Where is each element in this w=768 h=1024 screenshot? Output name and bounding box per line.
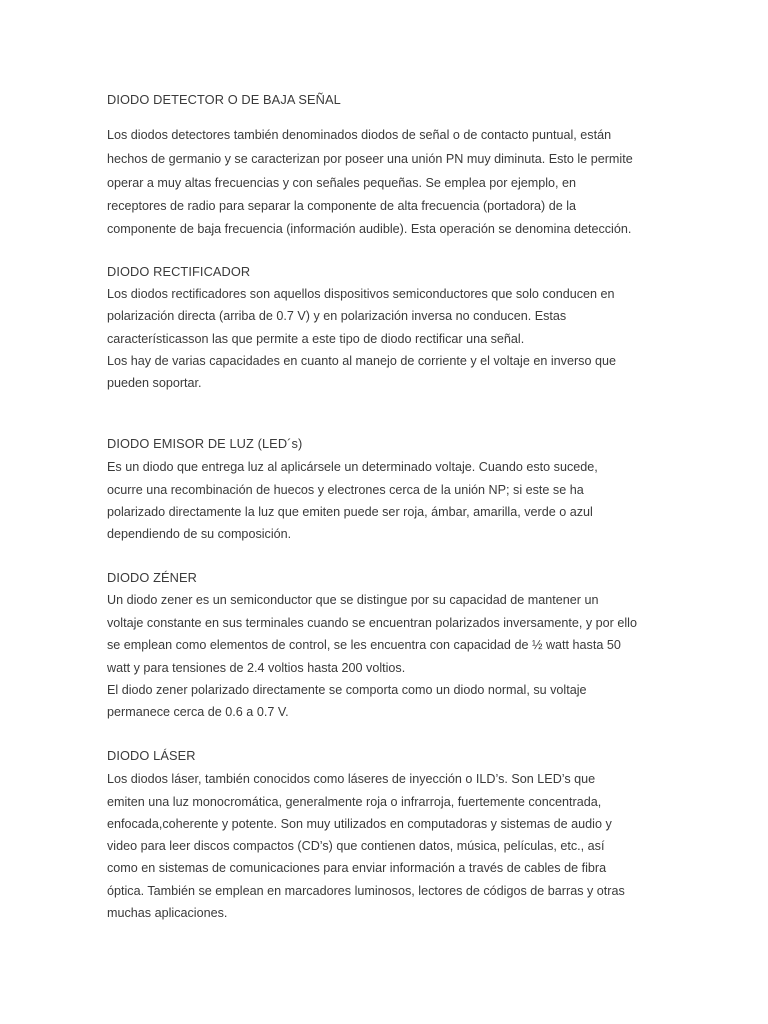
section-heading-led: DIODO EMISOR DE LUZ (LED´s) xyxy=(107,436,303,451)
paragraph-line: Los diodos rectificadores son aquellos dispositivos semiconductores que solo conducen en xyxy=(107,287,615,301)
paragraph-line: Es un diodo que entrega luz al aplicársele un determinado voltaje. Cuando esto sucede, xyxy=(107,460,598,474)
section-heading-laser: DIODO LÁSER xyxy=(107,748,196,763)
paragraph-line: enfocada,coherente y potente. Son muy utilizados en computadoras y sistemas de audio y xyxy=(107,817,612,831)
paragraph-line: Los diodos láser, también conocidos como láseres de inyección o ILD’s. Son LED’s que xyxy=(107,772,596,786)
paragraph-line: como en sistemas de comunicaciones para enviar información a través de cables de fibra xyxy=(107,861,607,875)
paragraph-line: watt y para tensiones de 2.4 voltios hasta 200 voltios. xyxy=(107,661,406,675)
paragraph-line: pueden soportar. xyxy=(107,376,202,390)
paragraph-line: óptica. También se emplean en marcadores luminosos, lectores de códigos de barras y otras xyxy=(107,884,625,898)
section-heading-zener: DIODO ZÉNER xyxy=(107,570,197,585)
paragraph-line: receptores de radio para separar la componente de alta frecuencia (portadora) de la xyxy=(107,199,577,213)
paragraph-line: componente de baja frecuencia (información audible). Esta operación se denomina detección. xyxy=(107,222,632,236)
paragraph-line: permanece cerca de 0.6 a 0.7 V. xyxy=(107,705,289,719)
paragraph-line: Los diodos detectores también denominados diodos de señal o de contacto puntual, están xyxy=(107,128,612,142)
paragraph-line: se emplean como elementos de control, se les encuentra con capacidad de ½ watt hasta 50 xyxy=(107,638,621,652)
paragraph-line: ocurre una recombinación de huecos y electrones cerca de la unión NP; si este se ha xyxy=(107,483,584,497)
section-heading-rectificador: DIODO RECTIFICADOR xyxy=(107,264,251,279)
paragraph-line: dependiendo de su composición. xyxy=(107,527,292,541)
paragraph-line: hechos de germanio y se caracterizan por poseer una unión PN muy diminuta. Esto le permite xyxy=(107,152,633,166)
paragraph-line: polarización directa (arriba de 0.7 V) y en polarización inversa no conducen. Estas xyxy=(107,309,567,323)
paragraph-line: video para leer discos compactos (CD’s) que contienen datos, música, películas, etc., así xyxy=(107,839,605,853)
paragraph-line: operar a muy altas frecuencias y con señales pequeñas. Se emplea por ejemplo, en xyxy=(107,176,577,190)
paragraph-line: característicasson las que permite a este tipo de diodo rectificar una señal. xyxy=(107,332,525,346)
paragraph-line: polarizado directamente la luz que emiten puede ser roja, ámbar, amarilla, verde o azul xyxy=(107,505,593,519)
paragraph-line: muchas aplicaciones. xyxy=(107,906,228,920)
paragraph-line: emiten una luz monocromática, generalmente roja o infrarroja, fuertemente concentrada, xyxy=(107,795,602,809)
section-heading-detector: DIODO DETECTOR O DE BAJA SEÑAL xyxy=(107,92,341,107)
paragraph-line: El diodo zener polarizado directamente se comporta como un diodo normal, su voltaje xyxy=(107,683,587,697)
paragraph-line: Un diodo zener es un semiconductor que se distingue por su capacidad de mantener un xyxy=(107,593,599,607)
paragraph-line: voltaje constante en sus terminales cuando se encuentran polarizados inversamente, y por ello xyxy=(107,616,637,630)
paragraph-line: Los hay de varias capacidades en cuanto al manejo de corriente y el voltaje en inverso que xyxy=(107,354,616,368)
